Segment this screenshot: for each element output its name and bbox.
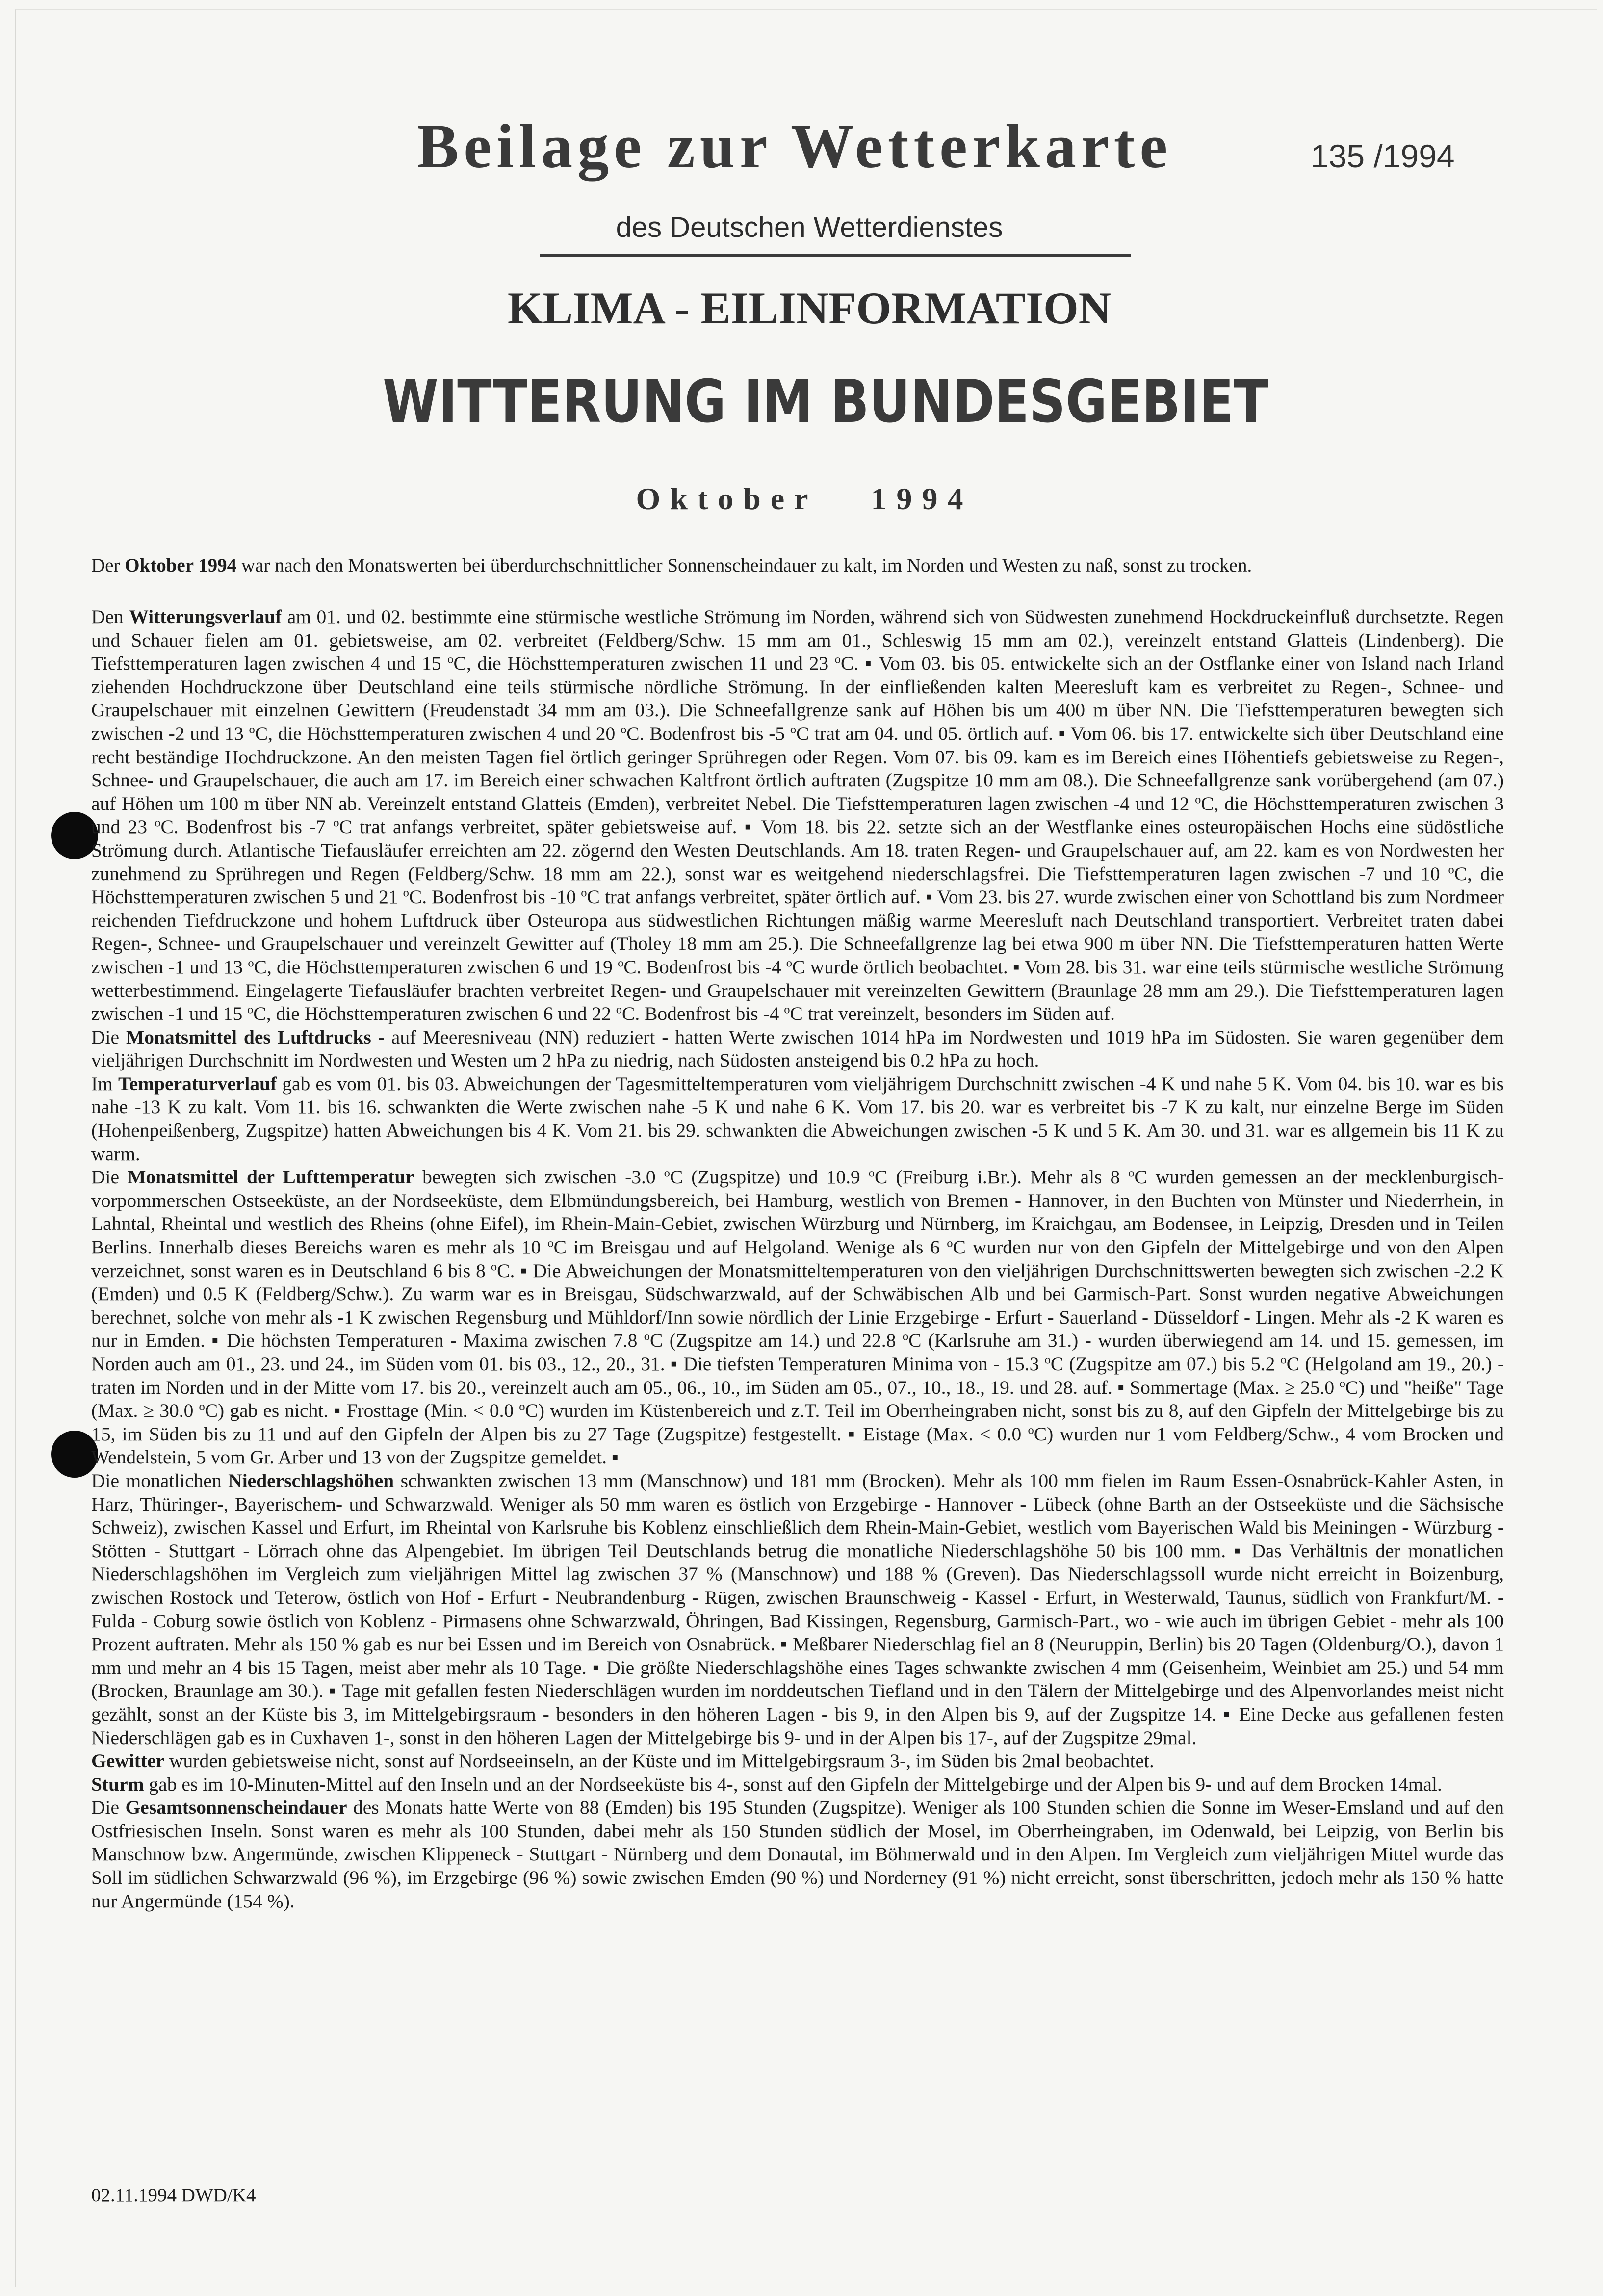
publisher-subtitle: des Deutschen Wetterdienstes (616, 211, 1003, 243)
paragraph-topic: Witterungsverlauf (129, 606, 282, 627)
paragraph-lead: Die monatlichen (91, 1469, 229, 1491)
paragraph-text: - auf Meeresniveau (NN) reduziert - hatten Werte zwischen 1014 hPa im Nordwesten und 1019 hPa im Südosten. Sie waren gegenüber dem vieljährigen Durchschnitt im Nordwesten und Westen um 2 hPa zu niedrig, nach Südosten ansteigend bis 0.2 hPa zu hoch. (91, 1026, 1504, 1071)
paragraph-text: wurden gebietsweise nicht, sonst auf Nordseeinseln, an der Küste und im Mittelgebirgsraum 3-, im Süden bis 2mal beobachtet. (164, 1750, 1154, 1772)
publication-title: Beilage zur Wetterkarte (416, 111, 1173, 181)
report-year: 1994 (871, 481, 973, 516)
report-paragraph (91, 1469, 1504, 1749)
report-paragraph (91, 1796, 1504, 1913)
paragraph-topic: Gewitter (91, 1750, 165, 1772)
report-month: Oktober (636, 481, 818, 516)
paragraph-lead: Die (91, 1166, 128, 1188)
paragraph-text: gab es im 10-Minuten-Mittel auf den Inseln und an der Nordseeküste bis 4-, sonst auf den Gipfeln der Mittelgebirge und der Alpen bis 9- und auf dem Brocken 14mal. (144, 1773, 1442, 1795)
report-paragraph (91, 1773, 1504, 1797)
footer-date-code: 02.11.1994 DWD/K4 (91, 2185, 256, 2206)
paragraph-lead: Die (91, 1797, 126, 1819)
report-paragraph (91, 1072, 1504, 1166)
intro-bold: Oktober 1994 (125, 555, 237, 576)
report-paragraph (91, 1749, 1504, 1773)
issue-number: 135 /1994 (1311, 138, 1455, 174)
report-paragraph (91, 605, 1504, 1026)
paragraph-lead: Im (91, 1072, 118, 1095)
intro-post: war nach den Monatswerten bei überdurchschnittlicher Sonnenscheindauer zu kalt, im Norden und Westen zu naß, sonst zu trocken. (236, 555, 1252, 576)
paragraph-lead: Den (91, 606, 129, 627)
paragraph-topic: Monatsmittel des Luftdrucks (126, 1026, 371, 1048)
intro-summary (91, 554, 1504, 577)
section-title: KLIMA - EILINFORMATION (507, 283, 1112, 333)
report-paragraph (91, 1166, 1504, 1469)
paragraph-topic: Gesamtsonnenscheindauer (125, 1797, 347, 1819)
paragraph-topic: Niederschlagshöhen (228, 1469, 394, 1491)
paragraph-topic: Monatsmittel der Lufttemperatur (128, 1166, 414, 1188)
paragraph-text: des Monats hatte Werte von 88 (Emden) bis 195 Stunden (Zugspitze). Weniger als 100 Stunden schien die Sonne im Weser-Emsland und auf den Ostfriesischen Inseln. Sonst waren es mehr als 100 Stunden, dabei mehr als 150 Stunden südlich der Mosel, im Oberrheingraben, im Odenwald, bei Leipzig, von Berlin bis Manschnow bzw. Angermünde, zwischen Klippeneck - Stuttgart - Nürnberg und dem Donautal, im Böhmerwald und in den Alpen. Im Vergleich zum vieljährigen Mittel wurde das Soll im südlichen Schwarzwald (96 %), im Erzgebirge (96 %) sowie zwischen Emden (90 %) und Norderney (91 %) nicht erreicht, sonst überschritten, jedoch mehr als 150 % hatte nur Angermünde (154 %). (91, 1797, 1504, 1912)
header-rule (540, 254, 1131, 257)
paragraph-text: bewegten sich zwischen -3.0 $^o$C (Zugspitze) und 10.9 $^o$C (Freiburg i.Br.). Mehr als 8 $^o$C wurden gemessen an der mecklenburgisch-vorpommerschen Ostseeküste, an der Nordseeküste, dem Elbmündungsbereich, bei Hamburg, westlich von Bremen - Hannover, in den Buchten von Münster und Niederrhein, in Lahntal, Rheintal und westlich des Rheins (ohne Eifel), im Rhein-Main-Gebiet, zwischen Würzburg und Nürnberg, im Kraichgau, am Bodensee, in Leipzig, Dresden und in Teilen Berlins. Innerhalb dieses Bereichs waren es mehr als 10 $^o$C im Breisgau und auf Helgoland. Wenige als 6 $^o$C wurden nur von den Gipfeln der Mittelgebirge und von den Alpen verzeichnet, sonst waren es in Deutschland 6 bis 8 $^o$C. ▪ Die Abweichungen der Monatsmitteltemperaturen von den vieljährigen Durchschnittswerten bewegten sich zwischen -2.2 K (Emden) und 0.5 K (Feldberg/Schw.). Zu warm war es in Breisgau, Südschwarzwald, auf der Schwäbischen Alb und bei Garmisch-Part. Sonst wurden negative Abweichungen berechnet, solche von mehr als -1 K zwischen Regensburg und Mühldorf/Inn sowie nördlich der Linie Erzgebirge - Erfurt - Sauerland - Düsseldorf - Lingen. Mehr als -2 K waren es nur in Emden. ▪ Die höchsten Temperaturen - Maxima zwischen 7.8 $^o$C (Zugspitze am 14.) und 22.8 $^o$C (Karlsruhe am 31.) - wurden überwiegend am 14. und 15. gemessen, im Norden auch am 01., 23. und 24., im Süden vom 01. bis 03., 12., 20., 31. ▪ Die tiefsten Temperaturen Minima von - 15.3 $^o$C (Zugspitze am 07.) bis 5.2 $^o$C (Helgoland am 19., 20.) - traten im Norden und in der Mitte vom 17. bis 20., vereinzelt auch am 05., 06., 10., im Süden am 05., 07., 10., 18., 19. und 28. auf. ▪ Sommertage (Max. ≥ 25.0 $^o$C) und "heiße" Tage (Max. ≥ 30.0 $^o$C) gab es nicht. ▪ Frosttage (Min. < 0.0 $^o$C) wurden im Küstenbereich und z.T. Teil im Oberrheingraben nicht, sonst bis zu 8, auf den Gipfeln der Mittelgebirge bis zu 15, im Süden bis zu 11 und auf den Gipfeln der Alpen bis zu 27 Tage (Zugspitze) festgestellt. ▪ Eistage (Max. < 0.0 $^o$C) wurden nur 1 vom Feldberg/Schw., 4 vom Brocken und Wendelstein, 5 vom Gr. Arber und 13 von der Zugspitze gemeldet. ▪ (91, 1166, 1504, 1468)
report-paragraph (91, 1026, 1504, 1072)
report-period (554, 481, 1055, 517)
paragraph-topic: Sturm (91, 1773, 144, 1795)
headline: WITTERUNG IM BUNDESGEBIET (383, 368, 1268, 436)
paragraph-text: am 01. und 02. bestimmte eine stürmische westliche Strömung im Norden, während sich von Südwesten zunehmend Hockdruckeinfluß durchsetzte. Regen und Schauer fielen am 01. gebietsweise, am 02. verbreitet (Feldberg/Schw. 15 mm am 01., Schleswig 15 mm am 02.), vereinzelt entstand Glatteis (Lindenberg). Die Tiefsttemperaturen lagen zwischen 4 und 15 $^o$C, die Höchsttemperaturen zwischen 11 und 23 $^o$C. ▪ Vom 03. bis 05. entwickelte sich an der Ostflanke einer von Island nach Irland ziehenden Hochdruckzone über Deutschland eine teils stürmische nördliche Strömung. In der einfließenden kalten Meeresluft kam es verbreitet zu Regen-, Schnee- und Graupelschauer mit einzelnen Gewittern (Freudenstadt 34 mm am 03.). Die Schneefallgrenze sank auf Höhen bis um 400 m über NN. Die Tiefsttemperaturen bewegten sich zwischen -2 und 13 $^o$C, die Höchsttemperaturen zwischen 4 und 20 $^o$C. Bodenfrost bis -5 $^o$C trat am 04. und 05. örtlich auf. ▪ Vom 06. bis 17. entwickelte sich über Deutschland eine recht beständige Hochdruckzone. An den meisten Tagen fiel örtlich geringer Sprühregen oder Regen. Vom 07. bis 09. kam es im Bereich eines Höhentiefs gebietsweise zu Regen-, Schnee- und Graupelschauer, die auch am 17. im Bereich einer schwachen Kaltfront örtlich auftraten (Zugspitze 10 mm am 08.). Die Schneefallgrenze sank vorübergehend (am 07.) auf Höhen um 100 m über NN ab. Vereinzelt entstand Glatteis (Emden), verbreitet Nebel. Die Tiefsttemperaturen lagen zwischen -4 und 12 $^o$C, die Höchsttemperaturen zwischen 3 und 23 $^o$C. Bodenfrost bis -7 $^o$C trat anfangs verbreitet, später gebietsweise auf. ▪ Vom 18. bis 22. setzte sich an der Westflanke eines osteuropäischen Hochs eine südöstliche Strömung durch. Atlantische Tiefausläufer erreichten am 22. zögernd den Westen Deutschlands. Am 18. traten Regen- und Graupelschauer auf, am 22. kam es von Nordwesten her zunehmend zu Sprühregen und Regen (Feldberg/Schw. 18 mm am 22.), sonst war es weitgehend niederschlagsfrei. Die Tiefsttemperaturen lagen zwischen -7 und 10 $^o$C, die Höchsttemperaturen zwischen 5 und 21 $^o$C. Bodenfrost bis -10 $^o$C trat anfangs verbreitet, später örtlich auf. ▪ Vom 23. bis 27. wurde zwischen einer von Schottland bis zum Nordmeer reichenden Tiefdruckzone und hohem Luftdruck über Osteuropa aus südwestlichen Richtungen mäßig warme Meeresluft nach Deutschland transportiert. Verbreitet traten dabei Regen-, Schnee- und Graupelschauer und vereinzelt Gewitter auf (Tholey 18 mm am 25.). Die Schneefallgrenze lag bei etwa 900 m über NN. Die Tiefsttemperaturen hatten Werte zwischen -1 und 13 $^o$C, die Höchsttemperaturen zwischen 6 und 19 $^o$C. Bodenfrost bis -4 $^o$C wurde örtlich beobachtet. ▪ Vom 28. bis 31. war eine teils stürmische westliche Strömung wetterbestimmend. Eingelagerte Tiefausläufer brachten verbreitet Regen- und Graupelschauer mit vereinzelten Gewittern (Braunlage 28 mm am 29.). Die Tiefsttemperaturen lagen zwischen -1 und 15 $^o$C, die Höchsttemperaturen zwischen 6 und 22 $^o$C. Bodenfrost bis -4 $^o$C trat vereinzelt, besonders im Süden auf. (91, 606, 1504, 1025)
paragraph-lead: Die (91, 1026, 126, 1048)
paragraph-topic: Temperaturverlauf (118, 1072, 277, 1095)
intro-pre: Der (91, 555, 125, 576)
paragraph-text: gab es vom 01. bis 03. Abweichungen der Tagesmitteltemperaturen vom vieljährigem Durchschnitt zwischen -4 K und nahe 5 K. Vom 04. bis 10. war es bis nahe -13 K zu kalt. Vom 11. bis 16. schwankten die Werte zwischen nahe -5 K und nahe 6 K. Vom 17. bis 20. war es verbreitet bis -7 K zu kalt, nur einzelne Berge im Süden (Hohenpeißenberg, Zugspitze) hatten Abweichungen bis 4 K. Vom 21. bis 29. schwankten die Abweichungen zwischen -5 K und 5 K. Am 30. und 31. war es allgemein bis 11 K zu warm. (91, 1072, 1504, 1165)
report-body (91, 605, 1504, 1913)
paragraph-text: schwankten zwischen 13 mm (Manschnow) und 181 mm (Brocken). Mehr als 100 mm fielen im Raum Essen-Osnabrück-Kahler Asten, in Harz, Thüringer-, Bayerischem- und Schwarzwald. Weniger als 50 mm waren es östlich von Erzgebirge - Hannover - Lübeck (ohne Barth an der Ostseeküste und die Sächsische Schweiz), zwischen Kassel und Erfurt, im Rheintal von Karlsruhe bis Koblenz einschließlich dem Rhein-Main-Gebiet, westlich vom Bayerischen Wald bis Meiningen - Würzburg - Stötten - Stuttgart - Lörrach ohne das Alpengebiet. Im übrigen Teil Deutschlands betrug die monatliche Niederschlagshöhe 50 bis 100 mm. ▪ Das Verhältnis der monatlichen Niederschlagshöhen im Vergleich zum vieljährigen Mittel lag zwischen 37 % (Manschnow) und 188 % (Greven). Das Niederschlagssoll wurde nicht erreicht in Boizenburg, zwischen Rostock und Teterow, östlich von Hof - Erfurt - Neubrandenburg - Rügen, zwischen Braunschweig - Kassel - Erfurt, in Westerwald, Taunus, südlich von Frankfurt/M. - Fulda - Coburg sowie östlich von Koblenz - Pirmasens ohne Schwarzwald, Öhringen, Bad Kissingen, Regensburg, Garmisch-Part., wo - wie auch im übrigen Gebiet - mehr als 100 Prozent auftraten. Mehr als 150 % gab es nur bei Essen und im Bereich von Osnabrück. ▪ Meßbarer Niederschlag fiel an 8 (Neuruppin, Berlin) bis 20 Tagen (Oldenburg/O.), davon 1 mm und mehr an 4 bis 15 Tagen, meist aber mehr als 10 Tage. ▪ Die größte Niederschlagshöhe eines Tages schwankte zwischen 4 mm (Geisenheim, Weinbiet am 25.) und 54 mm (Brocken, Braunlage am 30.). ▪ Tage mit gefallen festen Niederschlägen wurden im norddeutschen Tiefland und in den Tälern der Mittelgebirge und des Alpenvorlandes meist nicht gezählt, sonst an der Küste bis 3, im Mittelgebirgsraum - besonders in den höheren Lagen - bis 9, in den Alpen bis 9, auf der Zugspitze 14. ▪ Eine Decke aus gefallenen festen Niederschlägen gab es in Cuxhaven 1-, sonst in den höheren Lagen der Mittelgebirge bis 9- und in der Alpen bis 17-, auf der Zugspitze 29mal. (91, 1469, 1504, 1748)
